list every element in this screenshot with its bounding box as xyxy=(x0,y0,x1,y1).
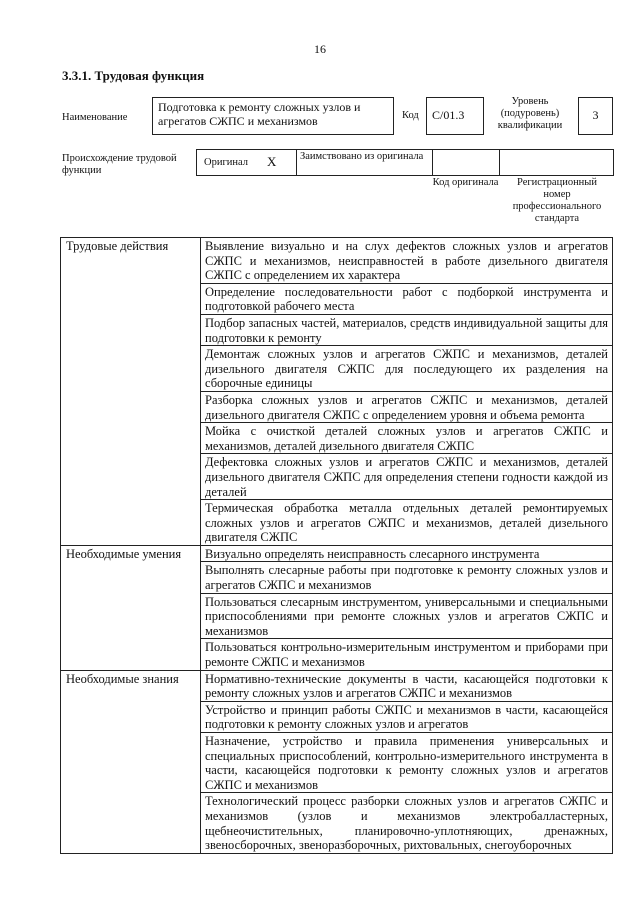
table-cell: Разборка сложных узлов и агрегатов СЖПС и механизмов, деталей дизельного двигателя СЖПС с определением уровня и объема ремонта xyxy=(201,391,613,422)
borrowed-label: Заимствовано из оригинала xyxy=(300,151,424,162)
name-label: Наименование xyxy=(62,112,128,123)
origin-divider-2 xyxy=(432,149,433,176)
table-cell: Демонтаж сложных узлов и агрегатов СЖПС и механизмов, деталей дизельного двигателя СЖПС для последующего их разделения на сборочные единицы xyxy=(201,346,613,392)
level-value: 3 xyxy=(592,108,599,122)
table-cell: Назначение, устройство и правила применения универсальных и специальных приспособлений, контрольно-измерительного инструмента в части, касающейся подготовки к ремонту сложных узлов и агрегатов СЖПС и механизмов xyxy=(201,733,613,793)
origin-divider-1 xyxy=(296,149,297,176)
origin-divider-3 xyxy=(499,149,500,176)
page-number: 16 xyxy=(314,42,326,56)
level-value-box xyxy=(578,97,613,135)
row-label: Трудовые действия xyxy=(61,238,201,546)
table-cell: Дефектовка сложных узлов и агрегатов СЖПС и механизмов, деталей дизельного двигателя СЖПС для определения степени годности каждой из деталей xyxy=(201,454,613,500)
name-value: Подготовка к ремонту сложных узлов и агрегатов СЖПС и механизмов xyxy=(158,100,361,128)
original-mark: Х xyxy=(267,154,277,169)
table-cell: Выполнять слесарные работы при подготовке к ремонту сложных узлов и агрегатов СЖПС и механизмов xyxy=(201,562,613,593)
origin-label: Происхождение трудовой функции xyxy=(62,153,177,176)
table-row xyxy=(61,670,613,701)
original-label: Оригинал xyxy=(204,157,248,168)
table-cell: Выявление визуально и на слух дефектов сложных узлов и агрегатов СЖПС и механизмов, неисправностей в работе дизельного двигателя СЖПС с определением их характера xyxy=(201,238,613,284)
code-value-box xyxy=(426,97,484,135)
table-cell: Визуально определять неисправность слесарного инструмента xyxy=(201,545,613,562)
code-value: С/01.3 xyxy=(432,108,465,122)
table-row xyxy=(61,545,613,562)
code-label: Код xyxy=(402,110,419,121)
level-label: Уровень (подуровень) квалификации xyxy=(497,96,563,131)
table-cell: Подбор запасных частей, материалов, средств индивидуальной защиты для подготовки к ремонту xyxy=(201,314,613,345)
name-value-box xyxy=(152,97,394,135)
table-cell: Термическая обработка металла отдельных деталей ремонтируемых сложных узлов и агрегатов СЖПС и механизмов, деталей дизельного двигателя СЖПС xyxy=(201,500,613,546)
table-cell: Мойка с очисткой деталей сложных узлов и агрегатов СЖПС и механизмов, деталей дизельного двигателя СЖПС xyxy=(201,423,613,454)
table-cell: Устройство и принцип работы СЖПС и механизмов в части, касающейся подготовки к ремонту сложных узлов и агрегатов xyxy=(201,701,613,732)
section-title: 3.3.1. Трудовая функция xyxy=(62,68,205,83)
table-cell: Пользоваться слесарным инструментом, универсальными и специальными приспособлениями при ремонте сложных узлов и агрегатов СЖПС и механизмов xyxy=(201,593,613,639)
function-table xyxy=(60,237,613,854)
table-row xyxy=(61,238,613,284)
table-cell: Пользоваться контрольно-измерительным инструментом и приборами при ремонте СЖПС и механизмов xyxy=(201,639,613,670)
table-cell: Технологический процесс разборки сложных узлов и агрегатов СЖПС и механизмов (узлов и механизмов электробалластерных, щебнеочистительных, планировочно-уплотняющих, дренажных, звеносборочных, звеноразборочных, рихтовальных, снегоуборочных xyxy=(201,793,613,853)
row-label: Необходимые умения xyxy=(61,545,201,670)
table-cell: Нормативно-технические документы в части, касающейся подготовки к ремонту сложных узлов и агрегатов СЖПС и механизмов xyxy=(201,670,613,701)
reg-caption: Регистрационный номер профессионального стандарта xyxy=(512,177,602,224)
code-caption: Код оригинала xyxy=(432,177,499,188)
row-label: Необходимые знания xyxy=(61,670,201,853)
table-cell: Определение последовательности работ с подборкой инструмента и подготовкой рабочего места xyxy=(201,283,613,314)
